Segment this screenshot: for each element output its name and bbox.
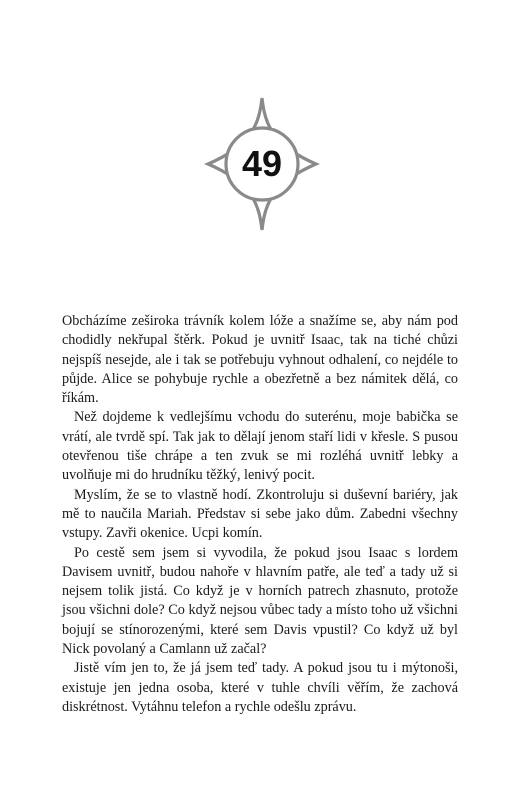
paragraph: Jistě vím jen to, že já jsem teď tady. A pokud jsou tu i mýtonoši, existuje jen jedna osoba, které v tuhle chvíli věřím, že zachová diskrétnost. Vytáhnu telefon a rychle odešlu zprávu. (62, 660, 458, 715)
paragraph: Po cestě sem jsem si vyvodila, že pokud jsou Isaac s lordem Davisem uvnitř, budou nahoře v hlavním patře, ale teď a tady už si nejsem tolik jistá. Co když je v horních patrech zhasnuto, protože jsou všichni dole? Co když nejsou vůbec tady a místo toho už všichni bojují se stínorozenými, které sem Davis vpustil? Co když už byl Nick povolaný a Camlann už začal? (62, 544, 458, 658)
chapter-emblem (204, 96, 320, 232)
paragraph: Než dojdeme k vedlejšímu vchodu do suterénu, moje babička se vrátí, ale tvrdě spí. Tak jak to dělají jenom staří lidi v křesle. S pusou otevřenou tiše chrápe a ten zvuk se mi rozléhá uvnitř lebky a uvolňuje mi do hrudníku těžký, lenivý pocit. (62, 409, 458, 484)
paragraph: Myslím, že se to vlastně hodí. Zkontroluju si duševní bariéry, jak mě to naučila Mariah. Představ si sebe jako dům. Zabedni všechny vstupy. Zavři okenice. Ucpi komín. (62, 486, 458, 542)
chapter-number: 49 (241, 143, 283, 184)
paragraph: Obcházíme zeširoka trávník kolem lóže a snažíme se, aby nám pod chodidly nekřupal štěrk. Pokud je uvnitř Isaac, tak na tiché chůzi nejspíš nesejde, ale i tak se potřebuju vyhnout odhalení, co nejdéle to půjde. Alice se pohybuje rychle a obezřetně a bez námitek dělá, co říkám. (62, 313, 458, 407)
chapter-body (62, 312, 458, 717)
